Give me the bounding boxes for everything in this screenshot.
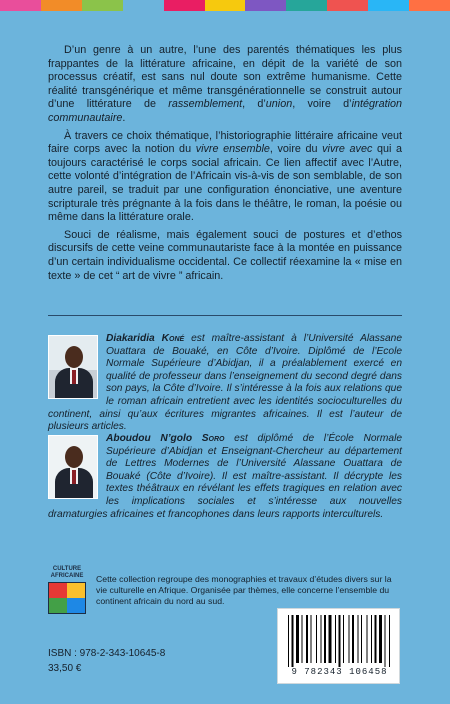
stripe-segment (164, 0, 205, 11)
blurb-paragraph-2: À travers ce choix thématique, l’historiographie littéraire africaine veut faire corps avec la notion du vivre ensemble, voire du vivre avec qui a toujours caractérisé le corps social africain. Ce lien affectif avec l’Autre, cette volonté d’intégration de l’Africain vis-à-vis de son semblable, de son autre pareil, se traduit par une configuration énonciative, une aventure scripturale très prégnante à la fois dans le théâtre, le roman, la poésie ou même dans la littérature orale. (48, 129, 402, 224)
stripe-segment (123, 0, 164, 11)
stripe-segment (0, 0, 41, 11)
author-photo (48, 435, 98, 499)
stripe-segment (245, 0, 286, 11)
barcode-bar (321, 615, 322, 663)
logo-label: CULTURE AFRICAINE (50, 566, 84, 579)
barcode-number: 9 782343 106458 (291, 667, 388, 677)
author-bio-text: Aboudou N’golo Soro est diplômé de l’École Normale Supérieure d’Abidjan et Enseignant-Chercheur au département de Lettres Modernes de l’Université Alassane Ouattara de Bouaké (Côte d’Ivoire). Il est maître-assistant. Il décrypte les textes théâtraux en révélant les effets tragiques en relation avec les implications sociales et s’intéresse aux nouvelles dramaturgies africaines et francophones dans leurs rapports interculturels. (48, 433, 402, 520)
stripe-segment (41, 0, 82, 11)
barcode-bar (349, 615, 350, 663)
stripe-segment (82, 0, 123, 11)
barcode (277, 608, 400, 684)
barcode-bar (306, 615, 308, 663)
isbn-label: ISBN : 978-2-343-10645-8 (48, 648, 166, 659)
logo-tile (49, 598, 67, 613)
barcode-bar (302, 615, 303, 663)
barcode-bar (352, 615, 354, 663)
barcode-bar (288, 615, 289, 667)
barcode-bar (296, 615, 299, 663)
stripe-segment (286, 0, 327, 11)
collection-description: Cette collection regroupe des monographies et travaux d’études divers sur la vie culturelle en Afrique. Organisée par thèmes, elle concerne l’ensemble du continent africain du nord au sud. (96, 574, 392, 606)
barcode-bar (343, 615, 344, 663)
back-cover-blurb (48, 44, 402, 287)
logo-tile (67, 598, 85, 613)
author-bio-kone (48, 333, 402, 434)
stripe-segment (409, 0, 450, 11)
logo-tile (49, 583, 67, 598)
barcode-bar (385, 615, 386, 667)
logo-tile (67, 583, 85, 598)
author-photo (48, 335, 98, 399)
author-bio-text: Diakaridia Koné est maître-assistant à l’Université Alassane Ouattara de Bouaké, en Côte d’Ivoire. Diplômé de l’Ecole Normale Supérieure d’Abidjan, il a préalablement exercé en qualité de professeur dans l’enseignement du second degré dans son pays, la Côte d’Ivoire. Il s’intéresse à la fois aux relations que le roman africain entretient avec les identités socioculturelles du continent, ainsi qu’aux écritures migrantes africaines. Il est l’auteur de plusieurs articles. (48, 333, 402, 433)
barcode-bar (335, 615, 336, 663)
author-bio-soro (48, 433, 402, 521)
logo-icon (48, 582, 86, 614)
barcode-bar (329, 615, 332, 663)
barcode-bar (292, 615, 294, 667)
barcode-bar (371, 615, 372, 663)
section-divider (48, 315, 402, 316)
blurb-paragraph-3: Souci de réalisme, mais également souci de postures et d’ethos discursifs de cette veine communautariste face à la montée en puissance d’un certain individualisme occidental. Ce collectif réexamine la « mise en texte » de cet “ art de vivre ” africain. (48, 228, 402, 282)
barcode-bar (324, 615, 326, 663)
stripe-segment (327, 0, 368, 11)
barcode-bar (311, 615, 312, 663)
barcode-bar (358, 615, 359, 663)
barcode-bar (389, 615, 390, 667)
barcode-bar (361, 615, 362, 663)
top-color-stripe (0, 0, 450, 11)
barcode-bar (367, 615, 368, 663)
barcode-bar (316, 615, 317, 663)
barcode-bar (379, 615, 382, 663)
stripe-segment (368, 0, 409, 11)
collection-logo (48, 566, 86, 614)
stripe-segment (205, 0, 246, 11)
price-label: 33,50 € (48, 663, 82, 674)
barcode-bar (375, 615, 377, 663)
barcode-bars-icon (284, 615, 395, 667)
barcode-bar (339, 615, 341, 667)
blurb-paragraph-1: D’un genre à un autre, l’une des parentés thématiques les plus frappantes de la littérature africaine, en dépit de la variété de son processus créatif, est sans nul doute son extrême humanisme. Cette réalité transgénérique et même transgénérationnelle se construit autour d’une littérature de rassemblement, d’union, voire d’intégration communautaire. (48, 44, 402, 124)
